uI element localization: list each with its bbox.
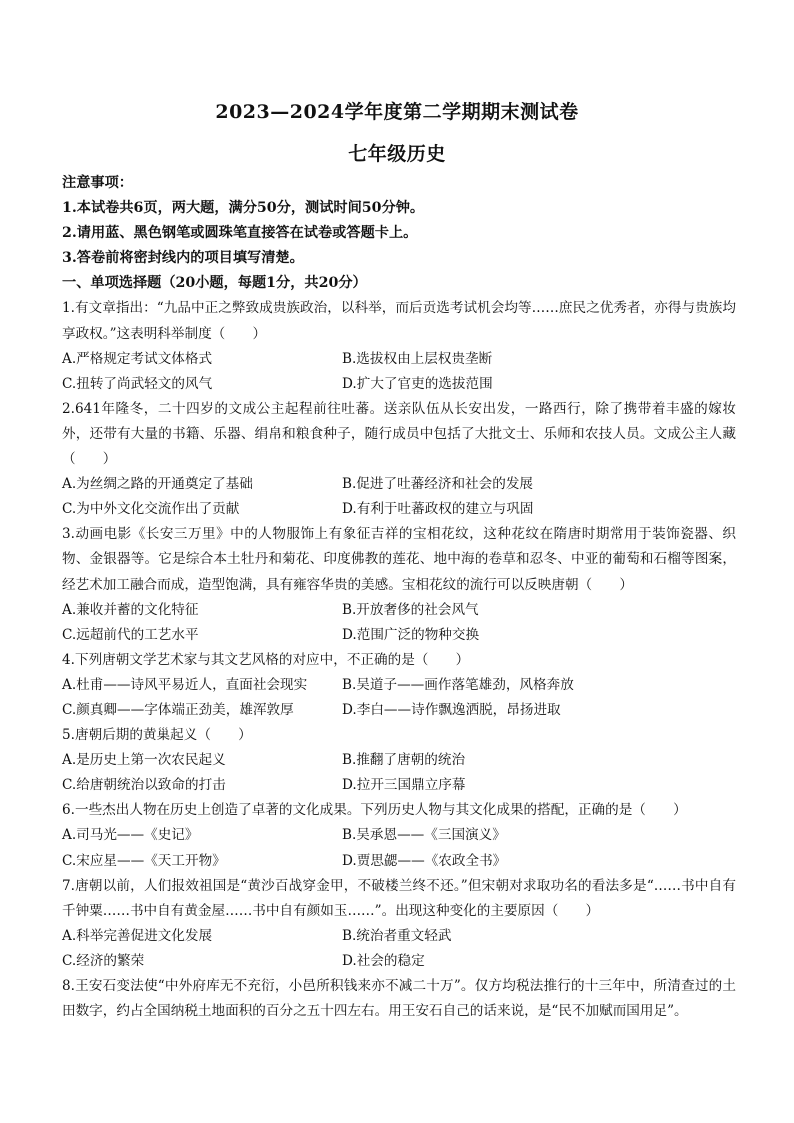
option-b: B.吴承恩——《三国演义》 <box>342 827 506 844</box>
exam-content <box>62 171 736 1024</box>
section-heading: 一、单项选择题（20小题，每题1分，共20分） <box>62 275 367 292</box>
question-stem: 4.下列唐朝文学艺术家与其文艺风格的对应中，不正确的是（ ） <box>62 651 470 668</box>
option-c: C.远超前代的工艺水平 <box>62 626 199 643</box>
option-c: C.颜真卿——字体端正劲美，雄浑敦厚 <box>62 701 294 718</box>
option-c: C.给唐朝统治以致命的打击 <box>62 777 226 794</box>
option-b: B.推翻了唐朝的统治 <box>342 752 466 769</box>
option-d: D.扩大了官吏的选拔范围 <box>342 375 493 392</box>
notice-heading: 注意事项： <box>62 175 133 191</box>
option-a: A.科举完善促进文化发展 <box>62 927 213 944</box>
option-b: B.统治者重文轻武 <box>342 927 452 944</box>
question-stem: 5.唐朝后期的黄巢起义（ ） <box>62 727 252 744</box>
option-d: D.社会的稳定 <box>342 952 425 969</box>
page-subtitle: 七年级历史 <box>348 143 446 165</box>
option-b: B.促进了吐蕃经济和社会的发展 <box>342 476 534 493</box>
question-stem: 8.王安石变法使“中外府库无不充衍，小邑所积钱来亦不减二十万”。仅方均税法推行的十三年中，所清查过的土田数字，约占全国纳税土地面积的百分之五十四左右。用王安石自己的话来说，是“民不加赋而国用足”。 <box>62 978 736 1020</box>
question-options <box>62 347 736 397</box>
option-a: A.司马光——《史记》 <box>62 827 199 844</box>
option-c: C.经济的繁荣 <box>62 952 145 969</box>
option-b: B.开放奢侈的社会风气 <box>342 601 479 618</box>
option-d: D.贾思勰——《农政全书》 <box>342 852 507 869</box>
question-stem: 6.一些杰出人物在历史上创造了卓著的文化成果。下列历史人物与其文化成果的搭配，正确的是（ ） <box>62 802 687 819</box>
option-a: A.严格规定考试文体格式 <box>62 350 213 367</box>
question-options <box>62 598 736 648</box>
question-options <box>62 472 736 522</box>
question-stem: 3.动画电影《长安三万里》中的人物服饰上有象征吉祥的宝相花纹，这种花纹在隋唐时期常用于装饰瓷器、织物、金银器等。它是综合本土牡丹和菊花、印度佛教的莲花、地中海的卷草和忍冬、中亚的葡萄和石榴等图案，经艺术加工融合而成，造型饱满，具有雍容华贵的美感。宝相花纹的流行可以反映唐朝（ ） <box>62 526 736 593</box>
question-options <box>62 748 736 798</box>
question-options <box>62 673 736 723</box>
notice-item: 1.本试卷共6页，两大题，满分50分，测试时间50分钟。 <box>62 200 425 217</box>
option-c: C.扭转了尚武轻文的风气 <box>62 375 213 392</box>
question-stem: 1.有文章指出：“九品中正之弊致成贵族政治，以科举，而后贡选考试机会均等……庶民之优秀者，亦得与贵族均享政权。”这表明科举制度（ ） <box>62 300 736 342</box>
question-options <box>62 823 736 873</box>
question-stem: 7.唐朝以前，人们报效祖国是“黄沙百战穿金甲，不破楼兰终不还。”但宋朝对求取功名的看法多是“……书中自有千钟粟……书中自有黄金屋……书中自有颜如玉……”。出现这种变化的主要原因（ ） <box>62 877 736 919</box>
option-a: A.是历史上第一次农民起义 <box>62 752 226 769</box>
option-d: D.李白——诗作飘逸洒脱，昂扬进取 <box>342 701 561 718</box>
question-stem: 2.641年隆冬，二十四岁的文成公主起程前往吐蕃。送亲队伍从长安出发，一路西行，除了携带着丰盛的嫁妆外，还带有大量的书籍、乐器、绢帛和粮食种子，随行成员中包括了大批文士、乐师和农技人员。文成公主人藏（ ） <box>62 400 736 468</box>
option-d: D.拉开三国鼎立序幕 <box>342 777 466 794</box>
option-a: A.杜甫——诗风平易近人，直面社会现实 <box>62 676 308 693</box>
question-options <box>62 924 736 974</box>
option-d: D.范围广泛的物种交换 <box>342 626 480 643</box>
option-a: A.为丝绸之路的开通奠定了基础 <box>62 476 253 493</box>
option-d: D.有利于吐蕃政权的建立与巩固 <box>342 501 534 518</box>
option-b: B.吴道子——画作落笔雄劲，风格奔放 <box>342 676 574 693</box>
option-a: A.兼收并蓄的文化特征 <box>62 601 199 618</box>
notice-item: 3.答卷前将密封线内的项目填写清楚。 <box>62 250 304 267</box>
page-title: 2023—2024学年度第二学期期末测试卷 <box>215 101 579 123</box>
option-b: B.选拔权由上层权贵垄断 <box>342 350 493 367</box>
option-c: C.为中外文化交流作出了贡献 <box>62 501 240 518</box>
notice-item: 2.请用蓝、黑色钢笔或圆珠笔直接答在试卷或答题卡上。 <box>62 225 418 242</box>
option-c: C.宋应星——《天工开物》 <box>62 852 226 869</box>
